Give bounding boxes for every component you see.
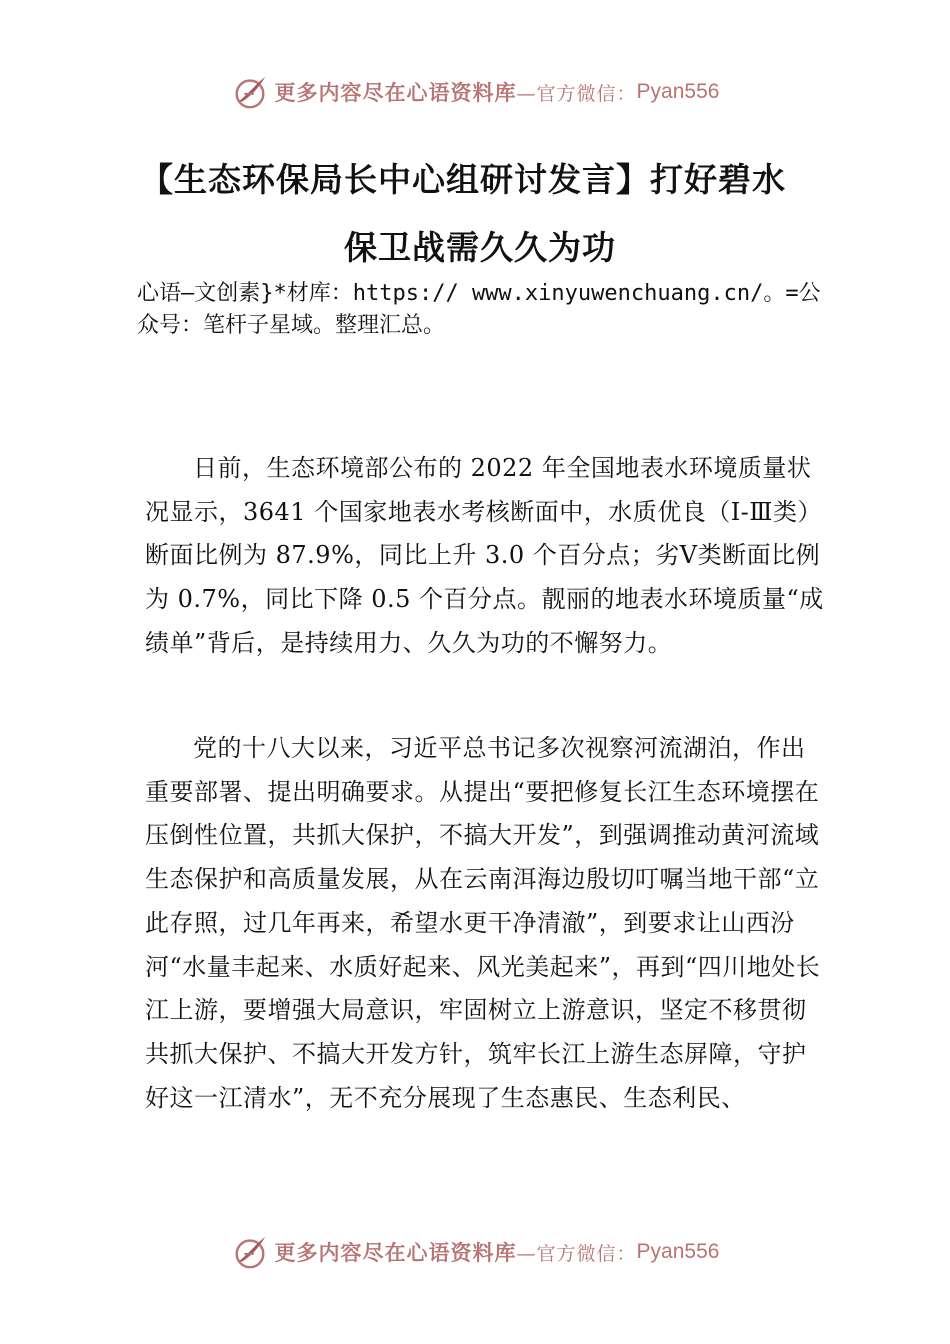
banner-contact-label: —官方微信： <box>516 82 637 105</box>
feather-logo-icon <box>231 73 269 111</box>
banner-text: 更多内容尽在心语资料库 <box>274 80 517 105</box>
document-title-line2: 保卫战需久久为功 <box>344 228 616 267</box>
body-paragraph: 日前，生态环境部公布的 2022 年全国地表水环境质量状况显示，3641 个国家地表水考核断面中，水质优良（Ⅰ-Ⅲ类）断面比例为 87.9%，同比上升 3.0 个百分点；劣Ⅴ类断面比例为 0.7%，同比下降 0.5 个百分点。靓丽的地表水环境质量“成绩单”背后，是持续用力、久久为功的不懈努力。 <box>145 454 824 657</box>
source-note: 心语—文创素}*材库：https:// www.xinyuwenchuang.cn/。=公众号：笔杆子星域。整理汇总。 <box>137 281 821 338</box>
banner-contact-label: —官方微信： <box>516 1242 637 1265</box>
body-paragraph: 党的十八大以来，习近平总书记多次视察河流湖泊，作出重要部署、提出明确要求。从提出“要把修复长江生态环境摆在压倒性位置，共抓大保护，不搞大开发”，到强调推动黄河流域生态保护和高质量发展，从在云南洱海边殷切叮嘱当地干部“立此存照，过几年再来，希望水更干净清澈”，到要求让山西汾河“水量丰起来、水质好起来、风光美起来”，再到“四川地处长江上游，要增强大局意识，牢固树立上游意识，坚定不移贯彻共抓大保护、不搞大开发方针，筑牢长江上游生态屏障，守护好这一江清水”，无不充分展现了生态惠民、生态利民、 <box>145 734 821 1112</box>
feather-logo-icon <box>231 1233 269 1271</box>
footer-banner <box>0 1232 950 1272</box>
document-title-line1: 【生态环保局长中心组研讨发言】打好碧水 <box>140 160 786 199</box>
banner-contact-id: Pyan556 <box>636 1240 720 1263</box>
header-banner <box>0 72 950 112</box>
banner-contact-id: Pyan556 <box>636 80 720 103</box>
banner-text: 更多内容尽在心语资料库 <box>274 1240 517 1265</box>
